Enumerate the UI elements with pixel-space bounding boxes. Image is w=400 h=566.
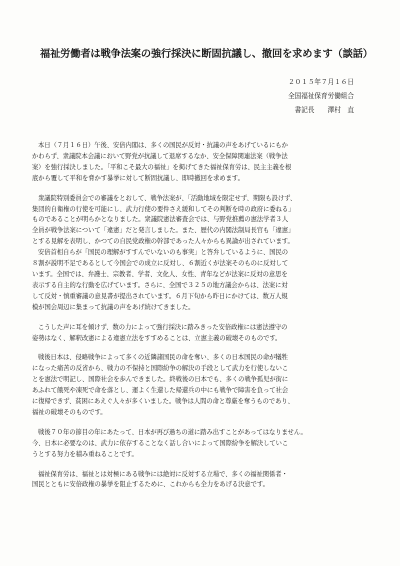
text-line: 集団的自衛権の行使を可能にし、武力行使の要件さえ緩和してその判断を時の政府に委ねる」 <box>32 205 295 213</box>
document-body <box>32 141 370 491</box>
text-line: ８割が説明不足であるとして今国会での成立に反対し、６割近くが法案そのものに反対して <box>32 260 289 268</box>
paragraph-1 <box>32 141 370 185</box>
text-line: 福祉の破壊そのものです。 <box>32 408 107 416</box>
text-line: 戦後日本は、侵略戦争によって多くの近隣諸国民の命を奪い、多くの日本国民の命が犠牲 <box>38 354 288 362</box>
document-date: ２０１５年７月１６日 <box>288 78 354 86</box>
signatory: 書記長 澤村 直 <box>294 106 354 114</box>
text-line: に復帰できず、貧困にあえぐ人々が多くいました。戦争は人間の命と尊厳を奪うものであり、 <box>32 398 294 406</box>
paragraph-3 <box>32 323 370 345</box>
text-line: 表示する自主的な行動を広げています。さらに、全国で３２５の地方議会からは、法案に対 <box>32 281 288 289</box>
text-line: 本日（７月１６日）午後、安倍内閣は、多くの国民が反対・抗議の声をあげているにもか <box>38 142 288 149</box>
paragraph-4 <box>32 353 370 418</box>
text-line: 戦後７０年の節目の年にあたって、日本が再び過ちの道に踏み出すことがあってはなりません。 <box>38 428 307 436</box>
document-meta <box>32 75 354 117</box>
paragraph-5 <box>32 428 370 461</box>
text-line: 姿勢はなく、解釈改憲による違憲立法をすすめることは、立憲主義の破壊そのものです。 <box>32 334 282 342</box>
text-line: 案）を強行採決しました。「平和こそ最大の福祉」を掲げてきた福祉保育労は、民主主義を根 <box>32 163 292 171</box>
paragraph-6 <box>32 470 370 492</box>
text-line: とする見解を表明し、かつての自民党政権の幹部であった人々からも異論が出されています。 <box>32 238 294 246</box>
document-title: 福祉労働者は戦争法案の強行採決に断固抗議し、撤回を求めます（談話） <box>40 49 373 60</box>
text-line: います。全国では、弁護士、宗教者、学者、文化人、女性、青年などが法案に反対の意思を <box>32 270 288 278</box>
text-line: 福祉保育労は、福祉とは対極にある戦争には絶対に反対する立場で、多くの福祉関係者・ <box>38 470 288 478</box>
text-line: あふれて餓死や凍死で命を落とし、運よく生還した帰還兵の中にも戦争で障害を負って社会 <box>32 387 289 395</box>
text-line: して反対・慎重審議の意見書が提出されています。６月下旬から昨日にかけては、数万人規 <box>32 292 288 300</box>
text-line: うとする努力を積み重ねることです。 <box>32 450 138 458</box>
paragraph-2 <box>32 194 370 314</box>
text-line: ものであることが明らかとなりました。衆議院憲法審査会では、与野党推薦の憲法学者３人 <box>32 216 289 224</box>
text-line: かわらず、衆議院本会議において野党が抗議して退席するなか、安全保障関連法案（戦争法 <box>32 152 288 160</box>
text-line: 底から覆して平和を脅かす暴挙に対して断固抗議し、即時撤回を求めます。 <box>32 174 244 182</box>
text-line: 全員が戦争法案について「違憲」だと発言しました。また、歴代の内閣法制局長官も「違憲」 <box>32 227 295 235</box>
organization-name: 全国福祉保育労働組合 <box>288 92 354 100</box>
text-line: とを憲法で明記し、国際社会を歩んできました。終戦後の日本でも、多くの戦争孤児が街に <box>32 376 289 384</box>
text-line: こうした声に耳を傾けず、数の力によって強行採決に踏みきった安倍政権には憲法遵守の <box>38 323 288 331</box>
text-line: 安倍首相自らが「国民の理解がすすんでいないのも事実」と答弁しているように、国民の <box>38 249 288 257</box>
text-line: 模が国会周辺に集まって抗議の声をあげ続けてきました。 <box>32 303 195 311</box>
text-line: 衆議院特別委員会での審議をとおして、戦争法案が、「活動地域を限定せず、期限も設けず、 <box>38 194 297 202</box>
text-line: 今、日本に必要なのは、武力に依存することなく話し合いによって国際紛争を解決していこ <box>32 439 289 447</box>
text-line: 国民とともに安倍政権の暴挙を阻止するために、これからも全力をあげる決意です。 <box>32 481 269 489</box>
text-line: になった痛苦の反省から、戦力の不保持と国際紛争の解決の手段として武力を行使しないこ <box>32 365 289 373</box>
